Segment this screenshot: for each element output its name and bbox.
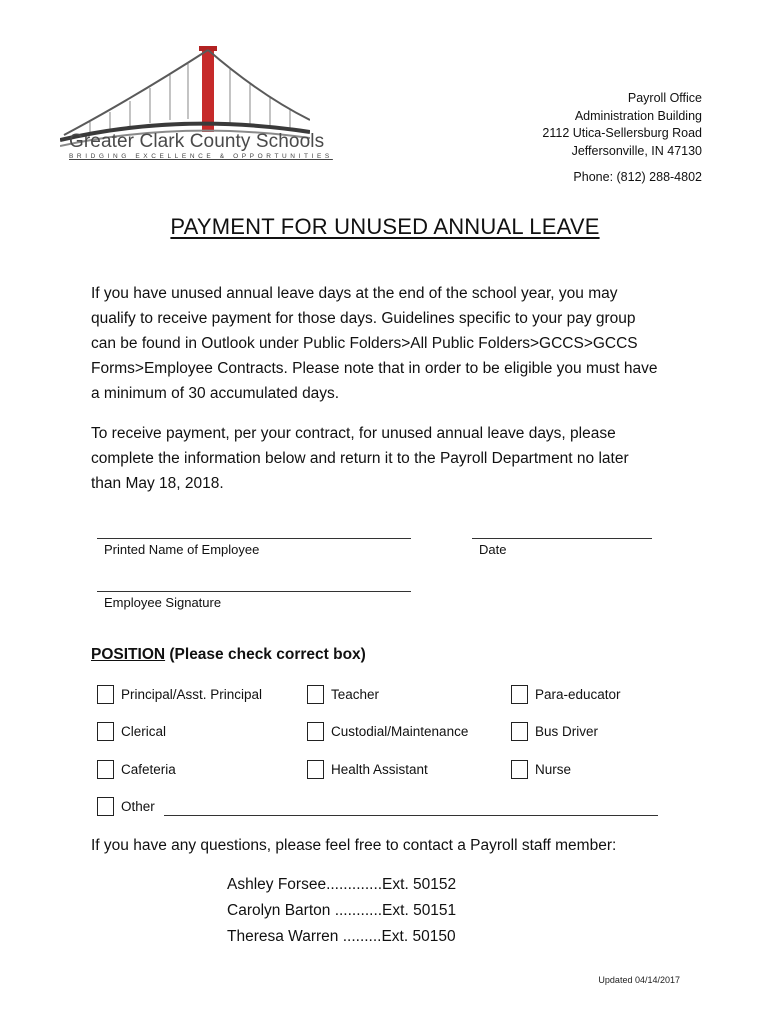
form-title: PAYMENT FOR UNUSED ANNUAL LEAVE bbox=[170, 214, 600, 239]
logo-name: Greater Clark County Schools bbox=[69, 131, 325, 152]
date-label: Date bbox=[479, 542, 507, 557]
paragraph-line: complete the information below and return it to the Payroll Department no later bbox=[91, 450, 629, 467]
position-heading-underlined: POSITION bbox=[91, 646, 166, 663]
paragraph-line: To receive payment, per your contract, for unused annual leave days, please bbox=[91, 425, 616, 442]
paragraph-line: a minimum of 30 accumulated days. bbox=[91, 385, 340, 402]
checkbox-principal[interactable] bbox=[97, 685, 114, 704]
checkbox-para-educator[interactable] bbox=[511, 685, 528, 704]
label-teacher: Teacher bbox=[331, 687, 380, 702]
label-clerical: Clerical bbox=[121, 724, 167, 739]
paragraph-line: Forms>Employee Contracts. Please note that in order to be eligible you must have bbox=[91, 360, 658, 377]
label-health-assistant: Health Assistant bbox=[331, 762, 428, 777]
contact-intro: If you have any questions, please feel free to contact a Payroll staff member: bbox=[91, 837, 617, 854]
address-line-3: 2112 Utica-Sellersburg Road bbox=[542, 126, 702, 140]
other-position-field[interactable] bbox=[164, 815, 658, 816]
paragraph-line: If you have unused annual leave days at the end of the school year, you may bbox=[91, 285, 618, 302]
printed-name-label: Printed Name of Employee bbox=[104, 542, 260, 557]
checkbox-health-assistant[interactable] bbox=[307, 760, 324, 779]
checkbox-teacher[interactable] bbox=[307, 685, 324, 704]
contact-carolyn-barton: Carolyn Barton ...........Ext. 50151 bbox=[227, 902, 457, 919]
checkbox-bus-driver[interactable] bbox=[511, 722, 528, 741]
address-line-2: Administration Building bbox=[574, 108, 702, 123]
contact-theresa-warren: Theresa Warren .........Ext. 50150 bbox=[227, 928, 456, 945]
paragraph-line: can be found in Outlook under Public Folders>All Public Folders>GCCS>GCCS bbox=[91, 335, 638, 352]
label-other: Other bbox=[121, 799, 155, 814]
label-nurse: Nurse bbox=[535, 762, 572, 777]
payroll-address bbox=[542, 90, 702, 160]
label-custodial: Custodial/Maintenance bbox=[331, 724, 469, 739]
phone-number: Phone: (812) 288-4802 bbox=[573, 170, 702, 184]
checkbox-other[interactable] bbox=[97, 797, 114, 816]
checkbox-clerical[interactable] bbox=[97, 722, 114, 741]
paragraph-line: qualify to receive payment for those days. Guidelines specific to your pay group bbox=[91, 310, 636, 327]
label-para-educator: Para-educator bbox=[535, 687, 621, 702]
checkbox-nurse[interactable] bbox=[511, 760, 528, 779]
label-principal: Principal/Asst. Principal bbox=[121, 687, 263, 702]
label-bus-driver: Bus Driver bbox=[535, 724, 599, 739]
position-heading-instruction: (Please check correct box) bbox=[165, 646, 366, 663]
paragraph-line: than May 18, 2018. bbox=[91, 475, 224, 492]
checkbox-custodial[interactable] bbox=[307, 722, 324, 741]
instructions-paragraph bbox=[91, 421, 691, 496]
position-heading bbox=[91, 646, 366, 664]
address-line-4: Jeffersonville, IN 47130 bbox=[571, 143, 702, 158]
contact-ashley-forsee: Ashley Forsee.............Ext. 50152 bbox=[227, 876, 457, 893]
label-cafeteria: Cafeteria bbox=[121, 762, 176, 777]
checkbox-cafeteria[interactable] bbox=[97, 760, 114, 779]
updated-date: Updated 04/14/2017 bbox=[598, 975, 680, 985]
employee-signature-label: Employee Signature bbox=[104, 595, 222, 610]
address-line-1: Payroll Office bbox=[627, 91, 702, 105]
eligibility-paragraph bbox=[91, 281, 691, 406]
logo-tagline: BRIDGING EXCELLENCE & OPPORTUNITIES bbox=[69, 153, 333, 160]
printed-name-field[interactable] bbox=[97, 538, 411, 539]
date-field[interactable] bbox=[472, 538, 652, 539]
employee-signature-field[interactable] bbox=[97, 591, 411, 592]
